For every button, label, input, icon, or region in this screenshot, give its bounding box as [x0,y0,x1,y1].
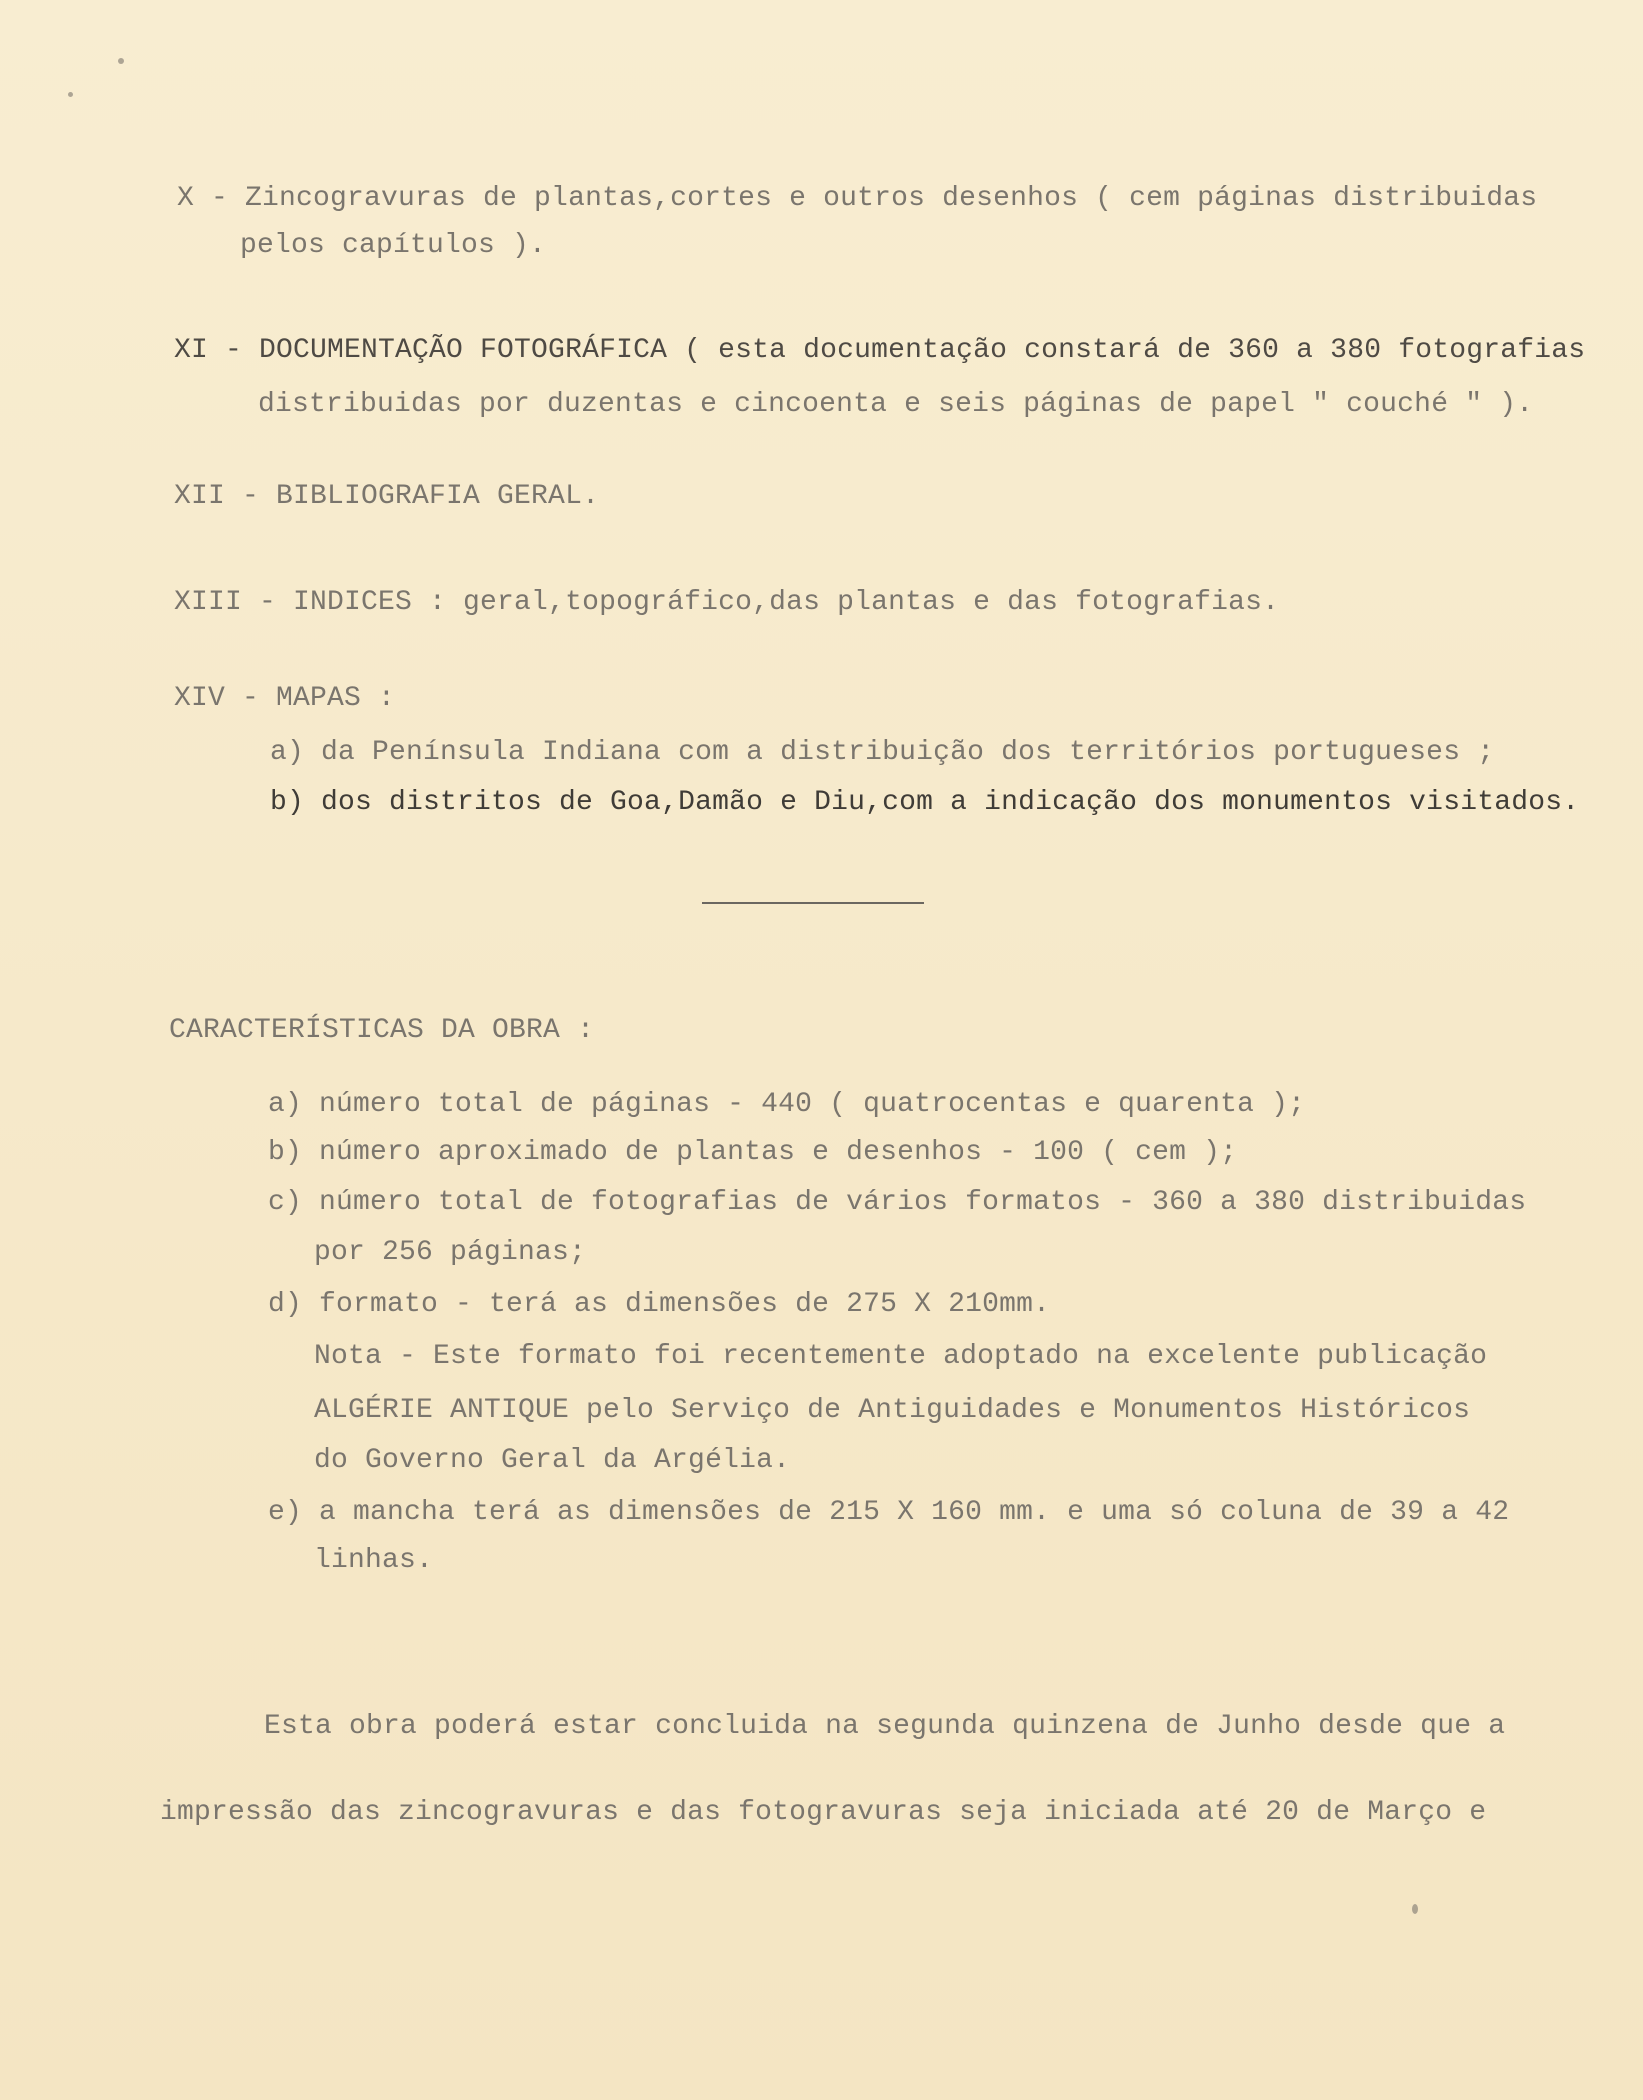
characteristics-heading: CARACTERÍSTICAS DA OBRA : [169,1015,595,1046]
item-xiv-b: b) dos distritos de Goa,Damão e Diu,com a indicação dos monumentos visitados. [270,787,1580,818]
note-line-1: Nota - Este formato foi recentemente adoptado na excelente publicação [314,1341,1488,1372]
characteristic-e-line-1: e) a mancha terá as dimensões de 215 X 160 mm. e uma só coluna de 39 a 42 [268,1497,1510,1528]
item-xi-line-2: distribuidas por duzentas e cincoenta e seis páginas de papel " couché " ). [258,389,1534,420]
characteristic-a: a) número total de páginas - 440 ( quatrocentas e quarenta ); [268,1089,1306,1120]
paper-speck [68,92,73,97]
section-divider [702,902,924,904]
item-x-line-1: X - Zincogravuras de plantas,cortes e outros desenhos ( cem páginas distribuidas [177,183,1538,214]
item-x-line-2: pelos capítulos ). [240,230,547,261]
characteristic-d-line-1: d) formato - terá as dimensões de 275 X 210mm. [268,1289,1051,1320]
item-xiii: XIII - INDICES : geral,topográfico,das plantas e das fotografias. [174,587,1280,618]
note-line-3: do Governo Geral da Argélia. [314,1445,791,1476]
closing-paragraph-line-1: Esta obra poderá estar concluida na segunda quinzena de Junho desde que a [264,1711,1506,1742]
characteristic-b: b) número aproximado de plantas e desenhos - 100 ( cem ); [268,1137,1238,1168]
item-xi-line-1: XI - DOCUMENTAÇÃO FOTOGRÁFICA ( esta documentação constará de 360 a 380 fotografias [174,335,1586,366]
paper-speck [118,58,124,64]
item-xiv-a: a) da Península Indiana com a distribuição dos territórios portugueses ; [270,737,1495,768]
item-xiv: XIV - MAPAS : [174,683,396,714]
characteristic-c-line-1: c) número total de fotografias de vários formatos - 360 a 380 distribuidas [268,1187,1527,1218]
characteristic-c-line-2: por 256 páginas; [314,1237,587,1268]
characteristic-e-line-2: linhas. [314,1545,434,1576]
note-line-2: ALGÉRIE ANTIQUE pelo Serviço de Antiguidades e Monumentos Históricos [314,1395,1471,1426]
paper-speck [1412,1904,1418,1914]
closing-paragraph-line-2: impressão das zincogravuras e das fotogravuras seja iniciada até 20 de Março e [160,1797,1487,1828]
item-xii: XII - BIBLIOGRAFIA GERAL. [174,481,600,512]
